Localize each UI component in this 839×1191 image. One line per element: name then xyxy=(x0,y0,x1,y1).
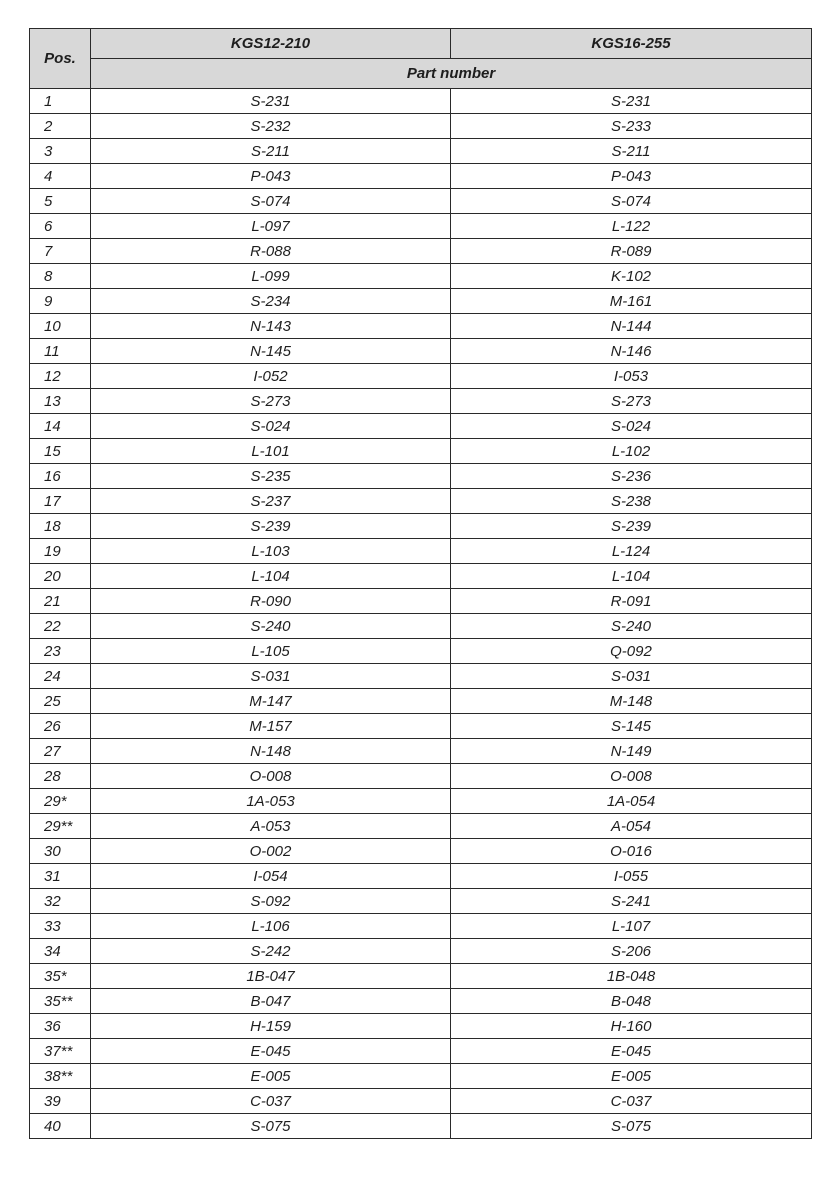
table-row xyxy=(30,864,812,889)
header-row-part-number xyxy=(30,59,812,89)
part-number-kgs12-210-cell: S-273 xyxy=(91,389,451,414)
table-row xyxy=(30,439,812,464)
pos-cell: 36 xyxy=(30,1014,91,1039)
table-row xyxy=(30,789,812,814)
pos-cell: 37** xyxy=(30,1039,91,1064)
pos-cell: 26 xyxy=(30,714,91,739)
pos-cell: 31 xyxy=(30,864,91,889)
part-number-kgs12-210-cell: C-037 xyxy=(91,1089,451,1114)
pos-cell: 22 xyxy=(30,614,91,639)
part-number-kgs12-210-cell: E-005 xyxy=(91,1064,451,1089)
part-number-kgs12-210-cell: S-092 xyxy=(91,889,451,914)
pos-cell: 1 xyxy=(30,89,91,114)
part-number-kgs12-210-cell: S-242 xyxy=(91,939,451,964)
part-number-kgs16-255-cell: L-107 xyxy=(451,914,812,939)
table-row xyxy=(30,339,812,364)
part-number-kgs12-210-cell: L-104 xyxy=(91,564,451,589)
part-number-kgs16-255-cell: S-206 xyxy=(451,939,812,964)
part-number-kgs16-255-cell: H-160 xyxy=(451,1014,812,1039)
part-number-kgs16-255-cell: S-074 xyxy=(451,189,812,214)
header-row-models xyxy=(30,29,812,59)
pos-cell: 29* xyxy=(30,789,91,814)
pos-cell: 28 xyxy=(30,764,91,789)
part-number-kgs16-255-cell: S-233 xyxy=(451,114,812,139)
part-number-kgs12-210-cell: L-105 xyxy=(91,639,451,664)
part-number-kgs16-255-cell: R-089 xyxy=(451,239,812,264)
part-number-kgs12-210-cell: I-052 xyxy=(91,364,451,389)
table-header xyxy=(30,29,812,89)
part-number-kgs16-255-cell: P-043 xyxy=(451,164,812,189)
pos-cell: 3 xyxy=(30,139,91,164)
part-number-kgs12-210-cell: I-054 xyxy=(91,864,451,889)
part-number-kgs16-255-cell: E-005 xyxy=(451,1064,812,1089)
pos-cell: 7 xyxy=(30,239,91,264)
part-number-kgs16-255-cell: S-211 xyxy=(451,139,812,164)
part-number-kgs16-255-cell: N-149 xyxy=(451,739,812,764)
part-number-kgs12-210-cell: 1B-047 xyxy=(91,964,451,989)
pos-cell: 18 xyxy=(30,514,91,539)
table-row xyxy=(30,364,812,389)
part-number-kgs12-210-cell: S-024 xyxy=(91,414,451,439)
part-number-kgs12-210-cell: B-047 xyxy=(91,989,451,1014)
table-row xyxy=(30,964,812,989)
part-number-kgs16-255-cell: L-122 xyxy=(451,214,812,239)
part-number-kgs16-255-cell: S-273 xyxy=(451,389,812,414)
table-row xyxy=(30,739,812,764)
part-number-kgs16-255-cell: S-239 xyxy=(451,514,812,539)
part-number-kgs16-255-cell: S-031 xyxy=(451,664,812,689)
table-row xyxy=(30,814,812,839)
part-number-kgs16-255-cell: O-016 xyxy=(451,839,812,864)
pos-cell: 4 xyxy=(30,164,91,189)
pos-cell: 6 xyxy=(30,214,91,239)
pos-cell: 17 xyxy=(30,489,91,514)
table-row xyxy=(30,114,812,139)
part-number-kgs12-210-cell: S-237 xyxy=(91,489,451,514)
part-number-kgs12-210-cell: 1A-053 xyxy=(91,789,451,814)
part-number-kgs16-255-cell: S-240 xyxy=(451,614,812,639)
part-number-kgs16-255-cell: N-146 xyxy=(451,339,812,364)
table-row xyxy=(30,689,812,714)
pos-cell: 40 xyxy=(30,1114,91,1139)
part-number-kgs16-255-cell: S-024 xyxy=(451,414,812,439)
part-number-kgs16-255-cell: N-144 xyxy=(451,314,812,339)
part-number-kgs16-255-cell: L-102 xyxy=(451,439,812,464)
table-row xyxy=(30,189,812,214)
pos-cell: 35* xyxy=(30,964,91,989)
pos-cell: 33 xyxy=(30,914,91,939)
part-number-kgs16-255-cell: 1B-048 xyxy=(451,964,812,989)
pos-cell: 39 xyxy=(30,1089,91,1114)
part-number-kgs16-255-cell: 1A-054 xyxy=(451,789,812,814)
part-number-kgs12-210-cell: R-090 xyxy=(91,589,451,614)
part-number-kgs16-255-cell: E-045 xyxy=(451,1039,812,1064)
table-row xyxy=(30,764,812,789)
pos-cell: 8 xyxy=(30,264,91,289)
table-row xyxy=(30,1064,812,1089)
table-row xyxy=(30,589,812,614)
part-number-kgs12-210-cell: L-097 xyxy=(91,214,451,239)
part-number-kgs12-210-cell: M-157 xyxy=(91,714,451,739)
table-row xyxy=(30,414,812,439)
part-number-kgs12-210-cell: S-235 xyxy=(91,464,451,489)
model-b-header: KGS16-255 xyxy=(451,29,812,59)
table-row xyxy=(30,564,812,589)
part-number-kgs16-255-cell: S-236 xyxy=(451,464,812,489)
table-row xyxy=(30,639,812,664)
part-number-kgs16-255-cell: S-241 xyxy=(451,889,812,914)
part-number-kgs12-210-cell: L-099 xyxy=(91,264,451,289)
table-row xyxy=(30,89,812,114)
table-row xyxy=(30,539,812,564)
table-row xyxy=(30,514,812,539)
pos-cell: 20 xyxy=(30,564,91,589)
table-row xyxy=(30,389,812,414)
part-number-header: Part number xyxy=(91,59,812,89)
part-number-kgs16-255-cell: L-104 xyxy=(451,564,812,589)
table-row xyxy=(30,989,812,1014)
part-number-kgs16-255-cell: Q-092 xyxy=(451,639,812,664)
pos-cell: 16 xyxy=(30,464,91,489)
pos-cell: 5 xyxy=(30,189,91,214)
table-row xyxy=(30,1114,812,1139)
part-number-kgs16-255-cell: C-037 xyxy=(451,1089,812,1114)
part-number-kgs16-255-cell: B-048 xyxy=(451,989,812,1014)
table-row xyxy=(30,839,812,864)
pos-cell: 19 xyxy=(30,539,91,564)
table-row xyxy=(30,264,812,289)
table-row xyxy=(30,314,812,339)
table-row xyxy=(30,139,812,164)
part-number-kgs16-255-cell: S-238 xyxy=(451,489,812,514)
part-number-kgs12-210-cell: A-053 xyxy=(91,814,451,839)
part-number-kgs12-210-cell: S-234 xyxy=(91,289,451,314)
part-number-kgs12-210-cell: S-231 xyxy=(91,89,451,114)
part-number-kgs12-210-cell: N-145 xyxy=(91,339,451,364)
table-row xyxy=(30,914,812,939)
part-number-kgs16-255-cell: A-054 xyxy=(451,814,812,839)
table-row xyxy=(30,164,812,189)
pos-cell: 11 xyxy=(30,339,91,364)
part-number-kgs12-210-cell: M-147 xyxy=(91,689,451,714)
pos-cell: 10 xyxy=(30,314,91,339)
pos-cell: 15 xyxy=(30,439,91,464)
pos-cell: 24 xyxy=(30,664,91,689)
table-row xyxy=(30,289,812,314)
part-number-kgs12-210-cell: S-239 xyxy=(91,514,451,539)
part-number-kgs16-255-cell: O-008 xyxy=(451,764,812,789)
pos-cell: 2 xyxy=(30,114,91,139)
pos-cell: 13 xyxy=(30,389,91,414)
part-number-kgs16-255-cell: S-231 xyxy=(451,89,812,114)
part-number-kgs16-255-cell: I-055 xyxy=(451,864,812,889)
pos-cell: 30 xyxy=(30,839,91,864)
part-number-kgs12-210-cell: L-103 xyxy=(91,539,451,564)
table-row xyxy=(30,464,812,489)
part-number-kgs12-210-cell: P-043 xyxy=(91,164,451,189)
pos-cell: 27 xyxy=(30,739,91,764)
part-number-kgs16-255-cell: R-091 xyxy=(451,589,812,614)
pos-cell: 25 xyxy=(30,689,91,714)
part-number-kgs12-210-cell: S-211 xyxy=(91,139,451,164)
table-row xyxy=(30,889,812,914)
pos-cell: 14 xyxy=(30,414,91,439)
part-number-kgs12-210-cell: S-240 xyxy=(91,614,451,639)
pos-cell: 32 xyxy=(30,889,91,914)
table-row xyxy=(30,1039,812,1064)
pos-cell: 29** xyxy=(30,814,91,839)
part-number-kgs16-255-cell: L-124 xyxy=(451,539,812,564)
table-row xyxy=(30,489,812,514)
pos-cell: 35** xyxy=(30,989,91,1014)
part-number-kgs16-255-cell: S-145 xyxy=(451,714,812,739)
table-row xyxy=(30,1014,812,1039)
pos-cell: 12 xyxy=(30,364,91,389)
table-row xyxy=(30,239,812,264)
part-number-kgs12-210-cell: N-148 xyxy=(91,739,451,764)
part-number-kgs12-210-cell: S-075 xyxy=(91,1114,451,1139)
part-number-kgs12-210-cell: N-143 xyxy=(91,314,451,339)
part-number-kgs12-210-cell: O-008 xyxy=(91,764,451,789)
part-number-kgs12-210-cell: S-232 xyxy=(91,114,451,139)
part-number-kgs12-210-cell: S-074 xyxy=(91,189,451,214)
table-row xyxy=(30,664,812,689)
part-number-kgs12-210-cell: E-045 xyxy=(91,1039,451,1064)
table-row xyxy=(30,714,812,739)
part-number-kgs16-255-cell: M-148 xyxy=(451,689,812,714)
part-number-kgs12-210-cell: L-101 xyxy=(91,439,451,464)
table-row xyxy=(30,939,812,964)
table-row xyxy=(30,614,812,639)
part-number-kgs12-210-cell: S-031 xyxy=(91,664,451,689)
parts-table xyxy=(29,28,812,1139)
model-a-header: KGS12-210 xyxy=(91,29,451,59)
table-row xyxy=(30,1089,812,1114)
part-number-kgs16-255-cell: I-053 xyxy=(451,364,812,389)
pos-cell: 34 xyxy=(30,939,91,964)
part-number-kgs16-255-cell: M-161 xyxy=(451,289,812,314)
pos-header: Pos. xyxy=(30,29,91,89)
pos-cell: 21 xyxy=(30,589,91,614)
table-row xyxy=(30,214,812,239)
table-body xyxy=(30,89,812,1139)
part-number-kgs12-210-cell: H-159 xyxy=(91,1014,451,1039)
part-number-kgs12-210-cell: R-088 xyxy=(91,239,451,264)
part-number-kgs12-210-cell: L-106 xyxy=(91,914,451,939)
pos-cell: 38** xyxy=(30,1064,91,1089)
pos-cell: 9 xyxy=(30,289,91,314)
part-number-kgs16-255-cell: K-102 xyxy=(451,264,812,289)
part-number-kgs16-255-cell: S-075 xyxy=(451,1114,812,1139)
part-number-kgs12-210-cell: O-002 xyxy=(91,839,451,864)
pos-cell: 23 xyxy=(30,639,91,664)
